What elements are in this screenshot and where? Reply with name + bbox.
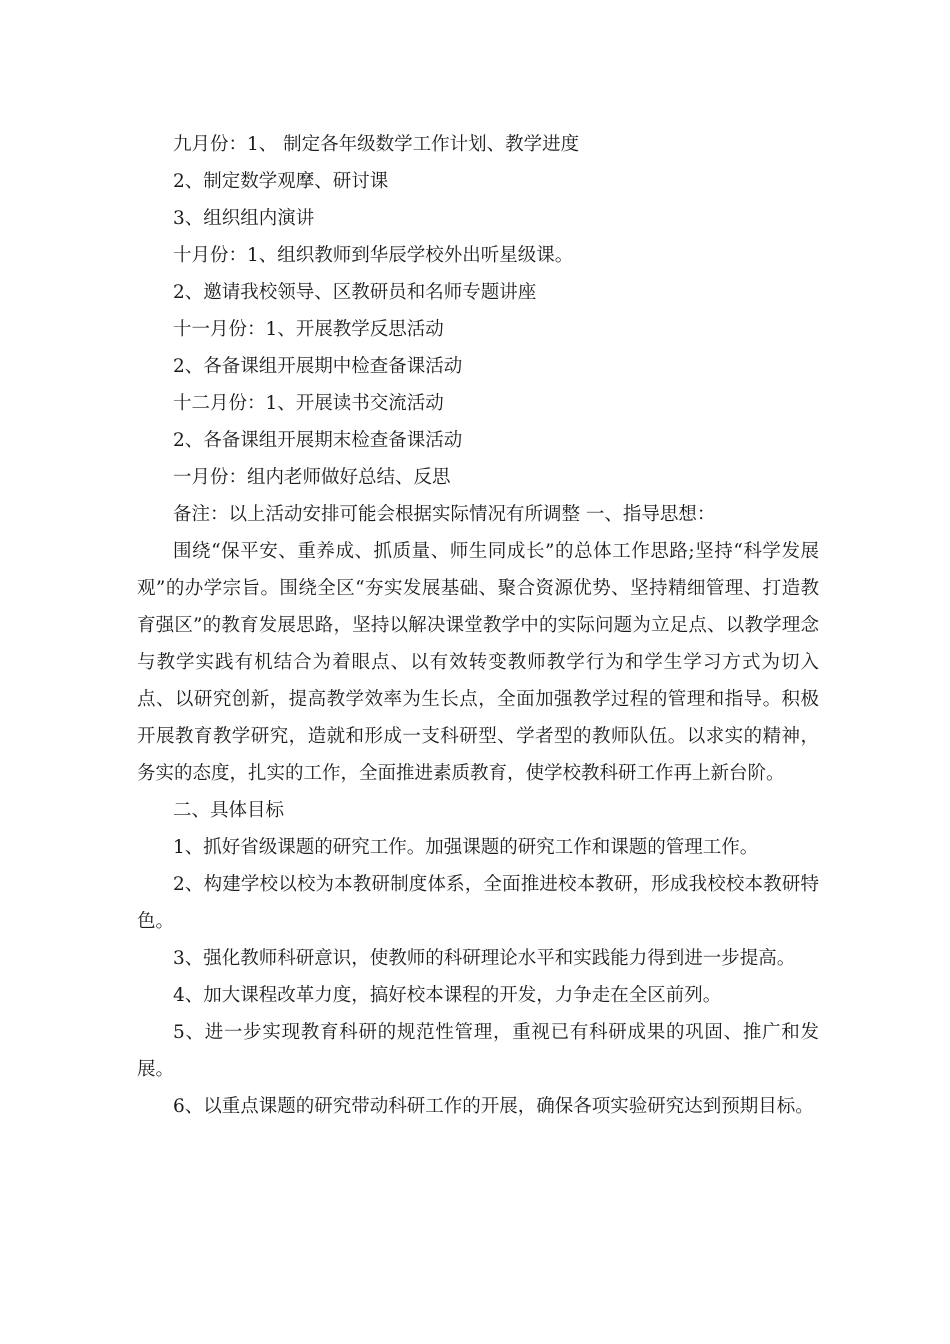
goal-item: 2、构建学校以校为本教研制度体系，全面推进校本教研，形成我校校本教研特色。: [137, 874, 819, 932]
goal-item: 4、加大课程改革力度，搞好校本课程的开发，力争走在全区前列。: [173, 985, 722, 1006]
goal-item: 5、进一步实现教育科研的规范性管理，重视已有科研成果的巩固、推广和发展。: [137, 1022, 819, 1080]
document-body: [137, 126, 819, 1125]
guiding-thought-paragraph: 围绕“保平安、重养成、抓质量、师生同成长”的总体工作思路;坚持“科学发展观”的办学宗旨。围绕全区“夯实发展基础、聚合资源优势、坚持精细管理、打造教育强区”的教育发展思路，坚持以解决课堂教学中的实际问题为立足点、以教学理念与教学实践有机结合为着眼点、以有效转变教师教学行为和学生学习方式为切入点、以研究创新，提高教学效率为生长点，全面加强教学过程的管理和指导。积极开展教育教学研究，造就和形成一支科研型、学者型的教师队伍。以求实的精神，务实的态度，扎实的工作，全面推进素质教育，使学校教科研工作再上新台阶。: [137, 541, 819, 784]
schedule-line: 2、制定数学观摩、研讨课: [173, 171, 389, 192]
goal-item: 1、抓好省级课题的研究工作。加强课题的研究工作和课题的管理工作。: [173, 837, 759, 858]
schedule-line-september: 九月份：1、 制定各年级数学工作计划、教学进度: [173, 134, 580, 155]
schedule-line: 2、邀请我校领导、区教研员和名师专题讲座: [173, 282, 537, 303]
schedule-line-october: 十月份：1、组织教师到华辰学校外出听星级课。: [173, 245, 574, 266]
schedule-line: 3、组织组内演讲: [173, 208, 315, 229]
goal-item: 3、强化教师科研意识，使教师的科研理论水平和实践能力得到进一步提高。: [173, 948, 796, 969]
schedule-line-january: 一月份：组内老师做好总结、反思: [173, 467, 451, 488]
goal-item: 6、以重点课题的研究带动科研工作的开展，确保各项实验研究达到预期目标。: [173, 1096, 814, 1117]
schedule-line: 2、各备课组开展期中检查备课活动: [173, 356, 463, 377]
schedule-line-november: 十一月份：1、开展教学反思活动: [173, 319, 444, 340]
schedule-line: 2、各备课组开展期末检查备课活动: [173, 430, 463, 451]
remark-line: 备注：以上活动安排可能会根据实际情况有所调整 一、指导思想：: [173, 504, 716, 525]
schedule-line-december: 十二月份：1、开展读书交流活动: [173, 393, 444, 414]
goals-heading: 二、具体目标: [173, 800, 285, 821]
